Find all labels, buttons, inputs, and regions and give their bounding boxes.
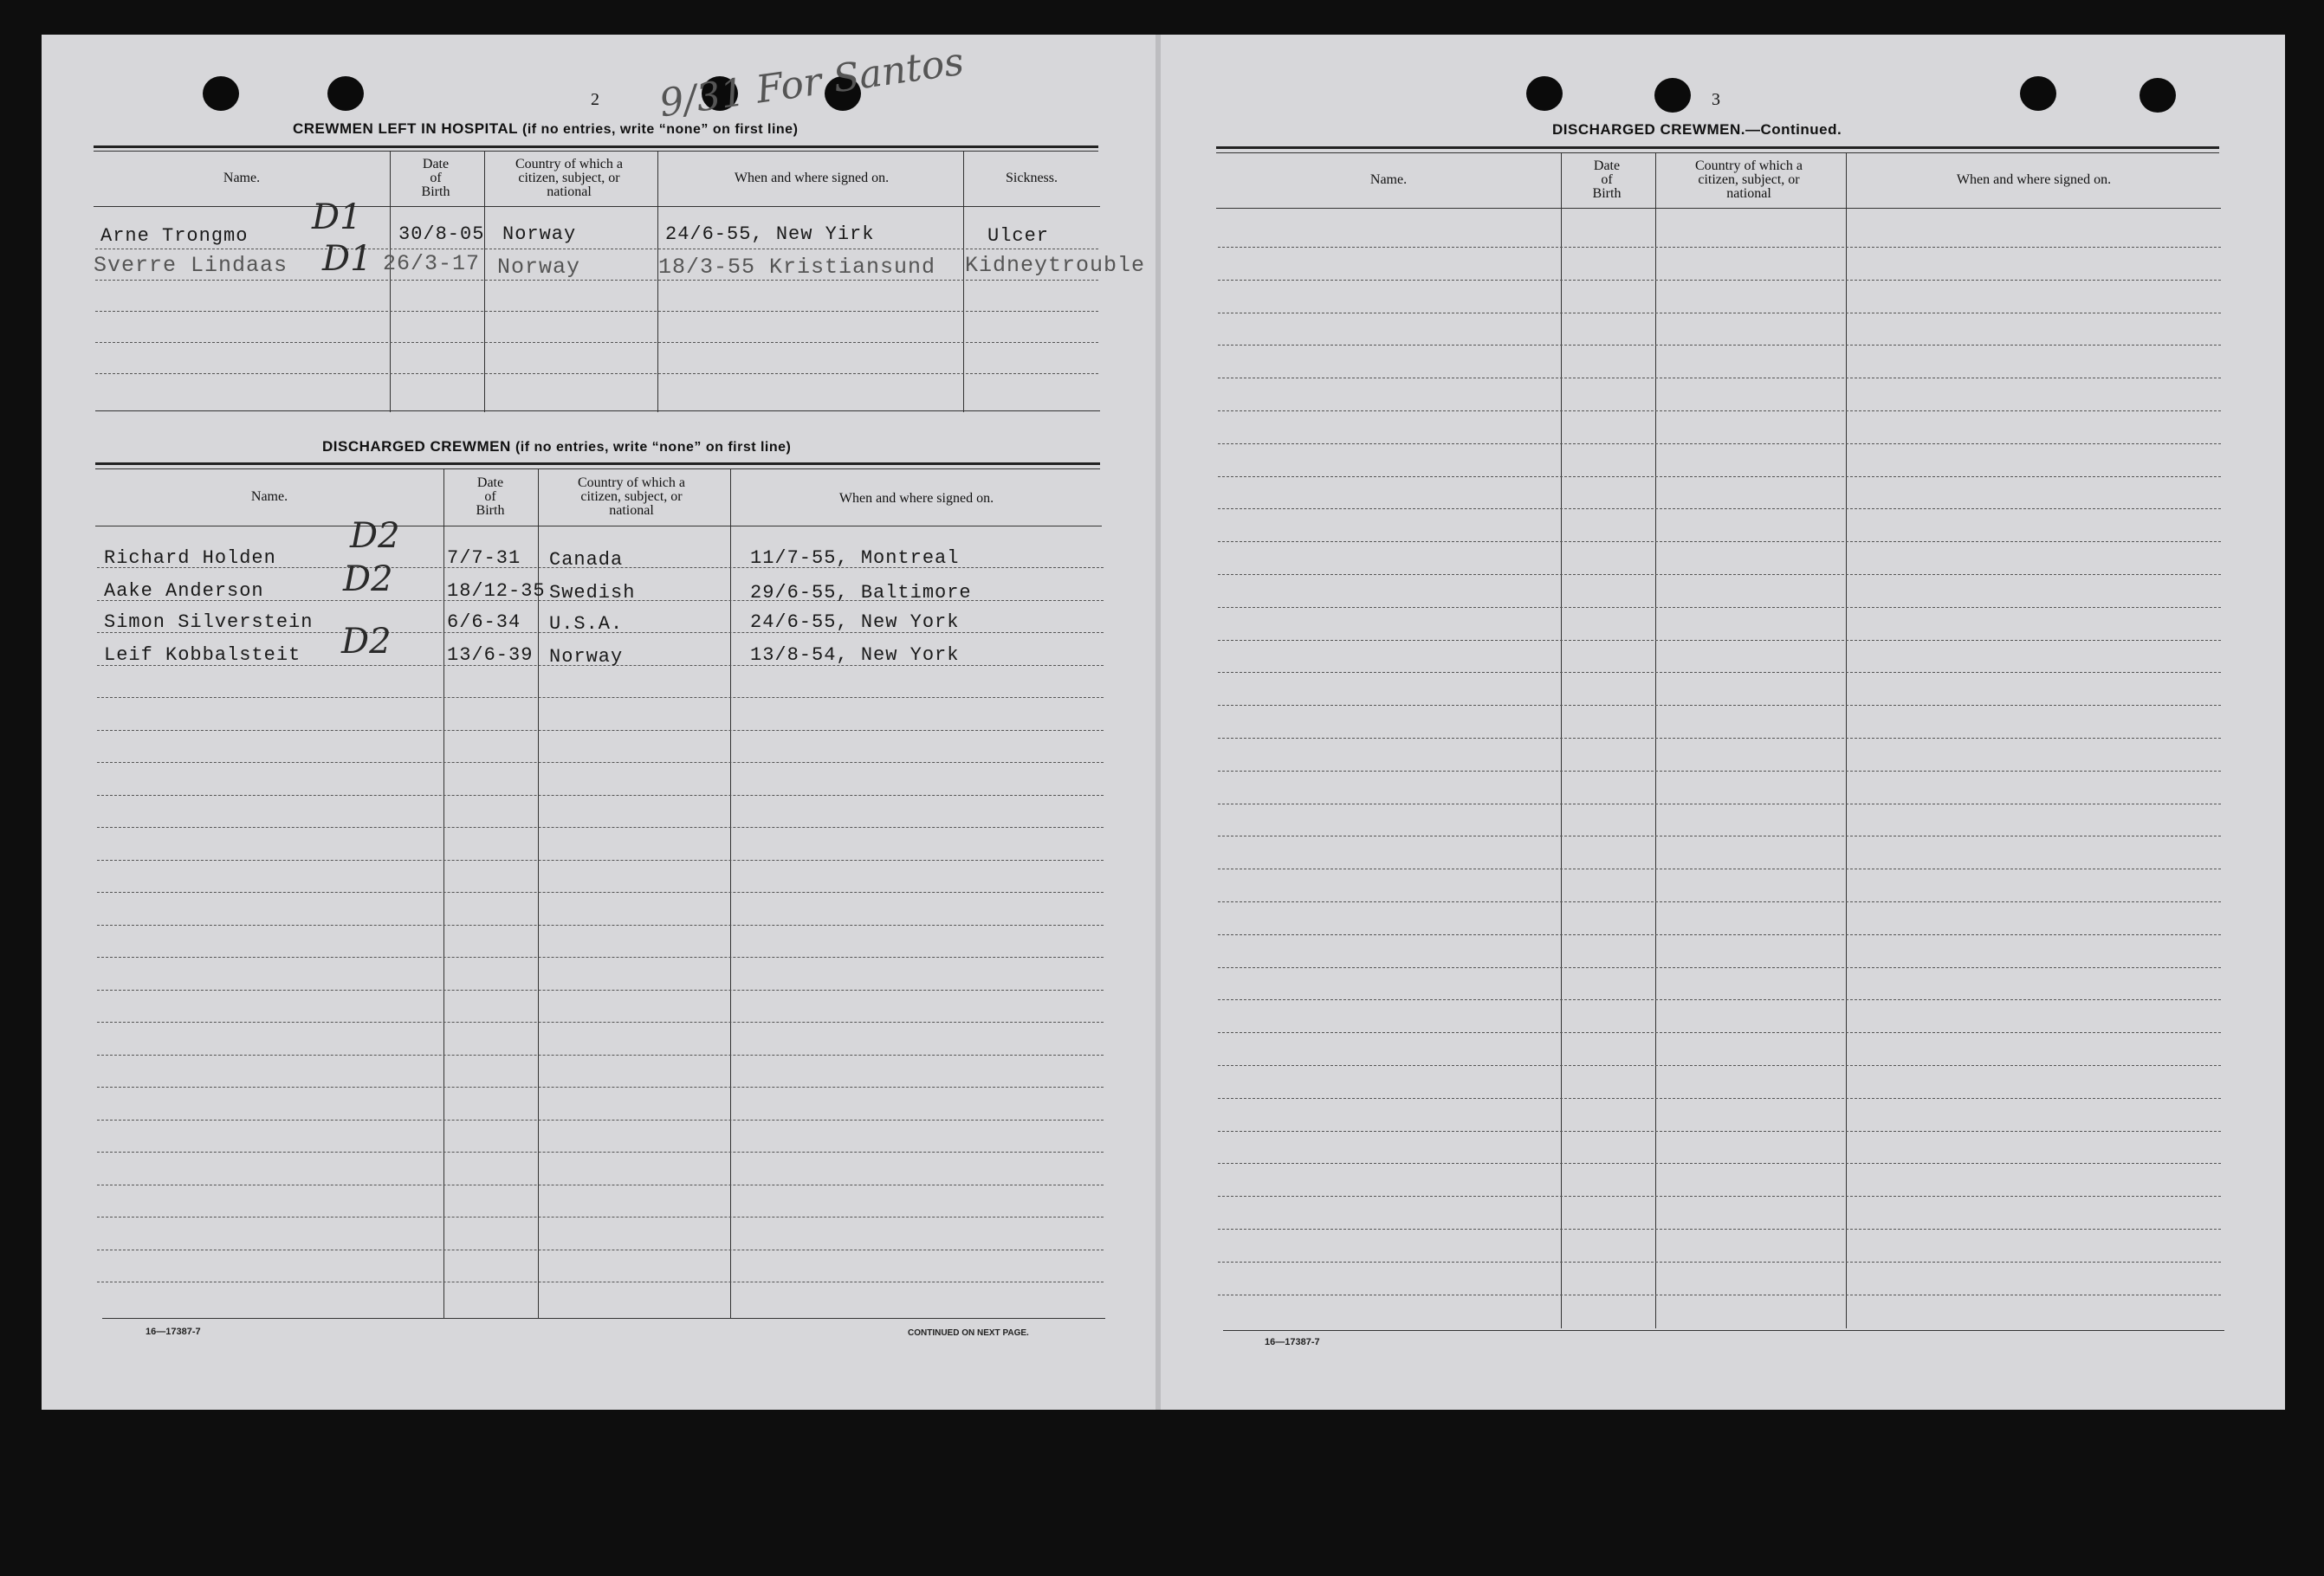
rule bbox=[95, 468, 1100, 469]
discharged-entry-name: Leif Kobbalsteit bbox=[104, 644, 301, 666]
entry-line bbox=[1218, 280, 2221, 281]
entry-line bbox=[97, 1152, 1104, 1153]
entry-line bbox=[97, 1120, 1104, 1121]
entry-line bbox=[95, 280, 1098, 281]
entry-line bbox=[1218, 672, 2221, 673]
hospital-entry-country: Norway bbox=[497, 255, 581, 280]
discharged-entry-mark: D2 bbox=[350, 516, 400, 556]
entry-line bbox=[1218, 999, 2221, 1000]
page-fold bbox=[1156, 35, 1161, 1410]
header-signed: When and where signed on. bbox=[734, 171, 890, 185]
entry-line bbox=[1218, 247, 2221, 248]
punch-hole bbox=[1526, 76, 1563, 111]
discharged-entry-signed: 13/8-54, New York bbox=[750, 644, 960, 666]
entry-line bbox=[1218, 410, 2221, 411]
discharged-entry-mark: D2 bbox=[341, 622, 392, 662]
header-dob: Date of Birth bbox=[1592, 158, 1622, 201]
handwritten-note: 9/31 For Santos bbox=[657, 39, 967, 126]
entry-line bbox=[95, 311, 1098, 312]
hospital-entry-mark: D1 bbox=[312, 197, 362, 237]
discharged-entry-dob: 7/7-31 bbox=[447, 547, 521, 569]
entry-line bbox=[97, 827, 1104, 828]
entry-line bbox=[1218, 1131, 2221, 1132]
rule bbox=[1216, 152, 2219, 153]
entry-line bbox=[97, 1055, 1104, 1056]
discharged-entry-name: Aake Anderson bbox=[104, 580, 264, 602]
entry-line bbox=[97, 860, 1104, 861]
entry-line bbox=[1218, 771, 2221, 772]
entry-line bbox=[1218, 1163, 2221, 1164]
discharged-entry-country: Canada bbox=[549, 549, 624, 571]
punch-hole bbox=[2020, 76, 2056, 111]
header-name: Name. bbox=[223, 171, 261, 185]
column-rule bbox=[1846, 152, 1847, 1328]
entry-line bbox=[1218, 541, 2221, 542]
rule bbox=[1216, 208, 2221, 209]
rule bbox=[94, 206, 1100, 207]
header-name: Name. bbox=[250, 489, 288, 504]
discharged-entry-country: Swedish bbox=[549, 582, 636, 604]
hospital-entry-name: Arne Trongmo bbox=[100, 225, 249, 247]
entry-line bbox=[97, 795, 1104, 796]
hospital-entry-country: Norway bbox=[502, 223, 577, 245]
discharged-entry-signed: 11/7-55, Montreal bbox=[750, 547, 960, 569]
entry-line bbox=[1218, 640, 2221, 641]
entry-line bbox=[1218, 705, 2221, 706]
entry-line bbox=[1218, 443, 2221, 444]
header-country: Country of which a citizen, subject, or national bbox=[1695, 158, 1803, 201]
rule bbox=[1216, 146, 2219, 149]
hospital-entry-sickness: Kidneytrouble bbox=[965, 253, 1146, 278]
entry-line bbox=[1218, 476, 2221, 477]
hospital-entry-dob: 26/3-17 bbox=[383, 251, 481, 276]
punch-hole bbox=[203, 76, 239, 111]
entry-line bbox=[97, 1022, 1104, 1023]
hospital-section-title: CREWMEN LEFT IN HOSPITAL (if no entries, write “none” on first line) bbox=[293, 120, 799, 137]
header-sickness: Sickness. bbox=[1006, 171, 1058, 185]
rule bbox=[102, 1318, 1105, 1319]
discharged-continued-title: DISCHARGED CREWMEN.—Continued. bbox=[1552, 121, 1842, 138]
discharged-entry-name: Simon Silverstein bbox=[104, 611, 314, 633]
entry-line bbox=[97, 762, 1104, 763]
entry-line bbox=[1218, 1065, 2221, 1066]
entry-line bbox=[97, 925, 1104, 926]
entry-line bbox=[1218, 1229, 2221, 1230]
entry-line bbox=[97, 990, 1104, 991]
header-country: Country of which a citizen, subject, or national bbox=[515, 157, 623, 199]
column-rule bbox=[443, 468, 444, 1319]
header-dob: Date of Birth bbox=[421, 157, 450, 199]
page-number: 3 bbox=[1712, 90, 1720, 109]
entry-line bbox=[1218, 967, 2221, 968]
entry-line bbox=[1218, 607, 2221, 608]
hospital-entry-dob: 30/8-05 bbox=[398, 223, 485, 245]
column-rule bbox=[1561, 152, 1562, 1328]
entry-line bbox=[1218, 345, 2221, 346]
entry-line bbox=[97, 892, 1104, 893]
entry-line bbox=[95, 342, 1098, 343]
entry-line bbox=[1218, 1032, 2221, 1033]
entry-line bbox=[95, 373, 1098, 374]
entry-line bbox=[1218, 738, 2221, 739]
form-number: 16—17387-7 bbox=[1265, 1337, 1320, 1347]
entry-line bbox=[1218, 1098, 2221, 1099]
document-sheet bbox=[42, 35, 2285, 1410]
rule bbox=[1223, 1330, 2224, 1331]
punch-hole bbox=[1654, 78, 1691, 113]
header-dob: Date of Birth bbox=[476, 475, 505, 518]
discharged-entry-signed: 24/6-55, New York bbox=[750, 611, 960, 633]
hospital-entry-signed: 24/6-55, New Yirk bbox=[665, 223, 875, 245]
column-rule bbox=[730, 468, 731, 1319]
entry-line bbox=[97, 730, 1104, 731]
discharged-entry-name: Richard Holden bbox=[104, 547, 276, 569]
entry-line bbox=[97, 957, 1104, 958]
entry-line bbox=[1218, 901, 2221, 902]
entry-line bbox=[1218, 574, 2221, 575]
discharged-entry-country: Norway bbox=[549, 646, 624, 668]
discharged-entry-country: U.S.A. bbox=[549, 613, 624, 635]
continued-note: CONTINUED ON NEXT PAGE. bbox=[908, 1328, 1029, 1338]
hospital-entry-name: Sverre Lindaas bbox=[94, 253, 288, 278]
entry-line bbox=[1218, 508, 2221, 509]
discharged-section-title: DISCHARGED CREWMEN (if no entries, write “none” on first line) bbox=[322, 438, 792, 455]
discharged-entry-dob: 6/6-34 bbox=[447, 611, 521, 633]
rule bbox=[95, 462, 1100, 465]
header-name: Name. bbox=[1369, 172, 1408, 187]
rule bbox=[94, 151, 1098, 152]
header-signed: When and where signed on. bbox=[1956, 172, 2112, 187]
hospital-entry-mark: D1 bbox=[322, 239, 372, 279]
entry-line bbox=[1218, 934, 2221, 935]
entry-line bbox=[1218, 1262, 2221, 1263]
header-country: Country of which a citizen, subject, or national bbox=[578, 475, 685, 518]
punch-hole bbox=[2140, 78, 2176, 113]
header-signed: When and where signed on. bbox=[838, 491, 994, 506]
discharged-entry-signed: 29/6-55, Baltimore bbox=[750, 582, 972, 604]
discharged-entry-dob: 18/12-35 bbox=[447, 580, 546, 602]
hospital-entry-signed: 18/3-55 Kristiansund bbox=[658, 255, 936, 280]
entry-line bbox=[1218, 1196, 2221, 1197]
entry-line bbox=[97, 697, 1104, 698]
rule bbox=[94, 145, 1098, 148]
discharged-entry-mark: D2 bbox=[343, 559, 393, 599]
page-number: 2 bbox=[591, 90, 599, 109]
form-number: 16—17387-7 bbox=[146, 1327, 201, 1337]
entry-line bbox=[97, 1217, 1104, 1218]
column-rule bbox=[1655, 152, 1656, 1328]
punch-hole bbox=[327, 76, 364, 111]
discharged-entry-dob: 13/6-39 bbox=[447, 644, 534, 666]
hospital-entry-sickness: Ulcer bbox=[987, 225, 1050, 247]
entry-line bbox=[97, 1087, 1104, 1088]
rule bbox=[95, 410, 1100, 411]
